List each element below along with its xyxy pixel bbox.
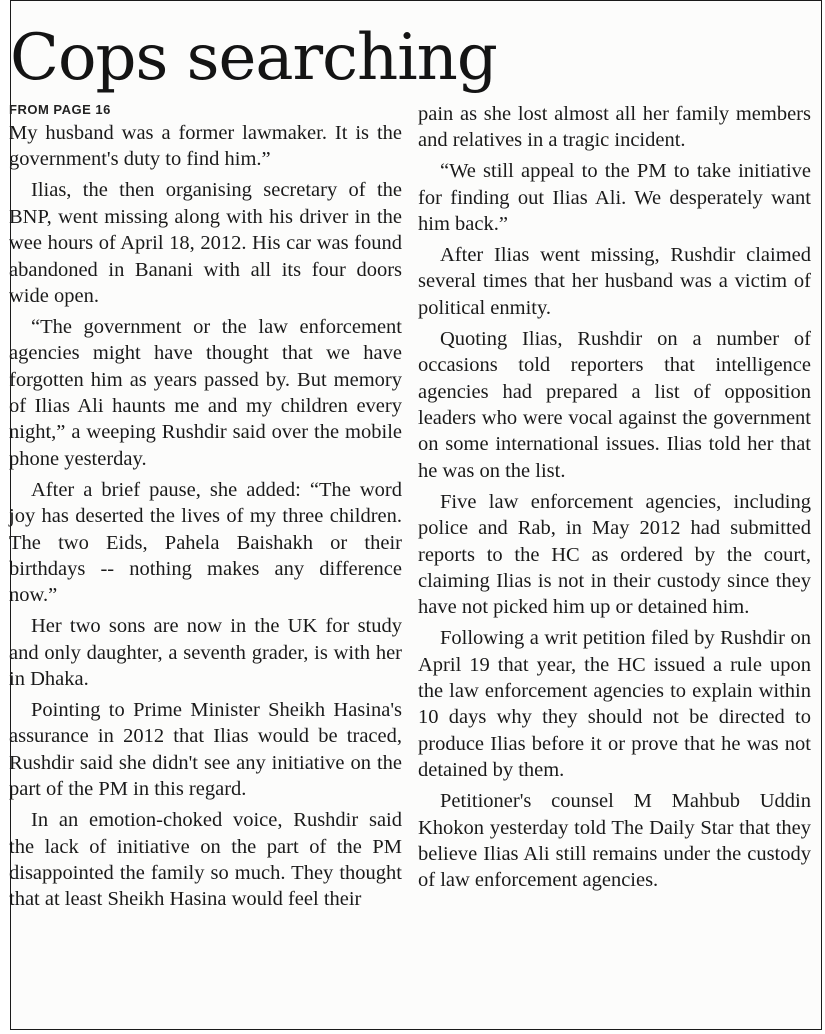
paragraph: Pointing to Prime Minister Sheikh Hasina's assurance in 2012 that Ilias would be traced, Rushdir said she didn't see any initiative on the part of the PM in this regard. bbox=[9, 699, 402, 801]
paragraph: Petitioner's counsel M Mahbub Uddin Khokon yesterday told The Daily Star that they believe Ilias Ali still remains under the custody of law enforcement agencies. bbox=[418, 790, 811, 892]
paragraph: My husband was a former lawmaker. It is the government's duty to find him.” bbox=[9, 122, 402, 171]
paragraph: Five law enforcement agencies, including police and Rab, in May 2012 had submitted reports to the HC as ordered by the court, claiming Ilias is not in their custody since they have not picked him up or detained him. bbox=[418, 490, 811, 619]
paragraph: Quoting Ilias, Rushdir on a number of occasions told reporters that intelligence agencies had prepared a list of opposition leaders who were vocal against the government on some international issues. Ilias told her that he was on the list. bbox=[418, 327, 811, 482]
paragraph: After Ilias went missing, Rushdir claimed several times that her husband was a victim of political enmity. bbox=[418, 244, 811, 319]
paragraph: pain as she lost almost all her family members and relatives in a tragic incident. bbox=[418, 103, 811, 152]
article-column-left bbox=[9, 100, 402, 917]
paragraph: In an emotion-choked voice, Rushdir said the lack of initiative on the part of the PM disappointed the family so much. They thought that at least Sheikh Hasina would feel their bbox=[9, 809, 402, 911]
headline: Cops searching bbox=[10, 21, 497, 95]
paragraph: “We still appeal to the PM to take initiative for finding out Ilias Ali. We desperately want him back.” bbox=[418, 160, 811, 236]
continuation-kicker: FROM PAGE 16 bbox=[9, 102, 111, 117]
paragraph: Her two sons are now in the UK for study and only daughter, a seventh grader, is with her in Dhaka. bbox=[9, 615, 402, 691]
paragraph: After a brief pause, she added: “The word joy has deserted the lives of my three children. The two Eids, Pahela Baishakh or their birthdays -- nothing makes any difference now.” bbox=[9, 478, 402, 607]
paragraph: Ilias, the then organising secretary of the BNP, went missing along with his driver in the wee hours of April 18, 2012. His car was found abandoned in Banani with all its four doors wide open. bbox=[9, 179, 402, 307]
paragraph: Following a writ petition filed by Rushdir on April 19 that year, the HC issued a rule upon the law enforcement agencies to explain within 10 days why they should not be directed to produce Ilias before it or prove that he was not detained by them. bbox=[418, 627, 811, 782]
article-column-right bbox=[418, 101, 811, 898]
paragraph: “The government or the law enforcement agencies might have thought that we have forgotten him as years passed by. But memory of Ilias Ali haunts me and my children every night,” a weeping Rushdir said over the mobile phone yesterday. bbox=[9, 315, 402, 470]
